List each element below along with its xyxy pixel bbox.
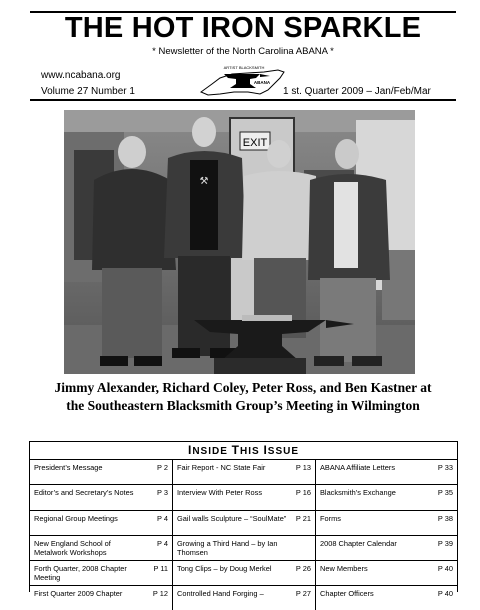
toc-entry[interactable]: Gail walls Sculpture – “SoulMate” P 21	[173, 511, 316, 535]
svg-text:ABANA: ABANA	[253, 80, 271, 85]
newsletter-subtitle: * Newsletter of the North Carolina ABANA *	[152, 46, 334, 57]
toc-entry[interactable]: New England School of Metalwork Workshops P 4	[30, 536, 173, 560]
toc-entry[interactable]: Forth Quarter, 2008 Chapter Meeting P 11	[30, 561, 173, 585]
toc-row	[30, 586, 457, 610]
toc-entry[interactable]: Regional Group Meetings P 4	[30, 511, 173, 535]
toc-grid	[30, 460, 457, 610]
toc-entry[interactable]: New Members P 40	[320, 564, 453, 573]
toc-row	[30, 536, 457, 561]
photo-illustration	[64, 110, 415, 374]
toc-row	[30, 485, 457, 511]
toc-entry[interactable]: First Quarter 2009 Chapter P 12	[30, 586, 173, 610]
toc-entry[interactable]: Growing a Third Hand – by Ian Thomsen	[173, 536, 316, 560]
caption-line-2: the Southeastern Blacksmith Group’s Meeting in Wilmington	[66, 398, 420, 413]
toc-row	[30, 561, 457, 586]
toc-entry[interactable]: Fair Report - NC State Fair P 13	[173, 460, 316, 484]
exit-sign: EXIT	[242, 137, 268, 149]
svg-text:NC: NC	[228, 80, 236, 86]
toc-entry[interactable]: President’s Message P 2	[30, 460, 173, 484]
toc-row	[30, 511, 457, 536]
toc-heading: INSIDE THIS ISSUE	[30, 442, 457, 460]
masthead-bottom-rule	[30, 99, 456, 101]
caption-line-1: Jimmy Alexander, Richard Coley, Peter Ross, and Ben Kastner at	[54, 380, 432, 395]
website-link[interactable]: www.ncabana.org	[41, 70, 121, 81]
nc-abana-logo	[198, 62, 286, 100]
toc-entry[interactable]: Chapter Officers P 40	[320, 589, 453, 598]
toc-entry[interactable]: Forms P 38	[320, 514, 453, 523]
volume-number: Volume 27 Number 1	[41, 86, 135, 97]
toc-entry[interactable]: 2008 Chapter Calendar P 39	[320, 539, 453, 548]
toc-entry[interactable]: Blacksmith’s Exchange P 35	[320, 488, 453, 497]
newsletter-title: THE HOT IRON SPARKLE	[64, 12, 422, 44]
toc-row	[30, 460, 457, 485]
inside-this-issue-box	[29, 441, 458, 598]
toc-entry[interactable]: Controlled Hand Forging – P 27	[173, 586, 316, 610]
group-photo	[64, 110, 415, 374]
toc-entry[interactable]: Interview With Peter Ross P 16	[173, 485, 316, 510]
svg-text:⚒: ⚒	[199, 176, 209, 187]
toc-entry[interactable]: Tong Clips – by Doug Merkel P 26	[173, 561, 316, 585]
svg-text:ARTIST BLACKSMITH: ARTIST BLACKSMITH	[223, 65, 265, 70]
toc-entry[interactable]: ABANA Affiliate Letters P 33	[320, 463, 453, 472]
toc-entry[interactable]: Editor’s and Secretary’s Notes P 3	[30, 485, 173, 510]
issue-date: 1 st. Quarter 2009 – Jan/Feb/Mar	[283, 86, 431, 97]
photo-caption	[20, 379, 466, 415]
